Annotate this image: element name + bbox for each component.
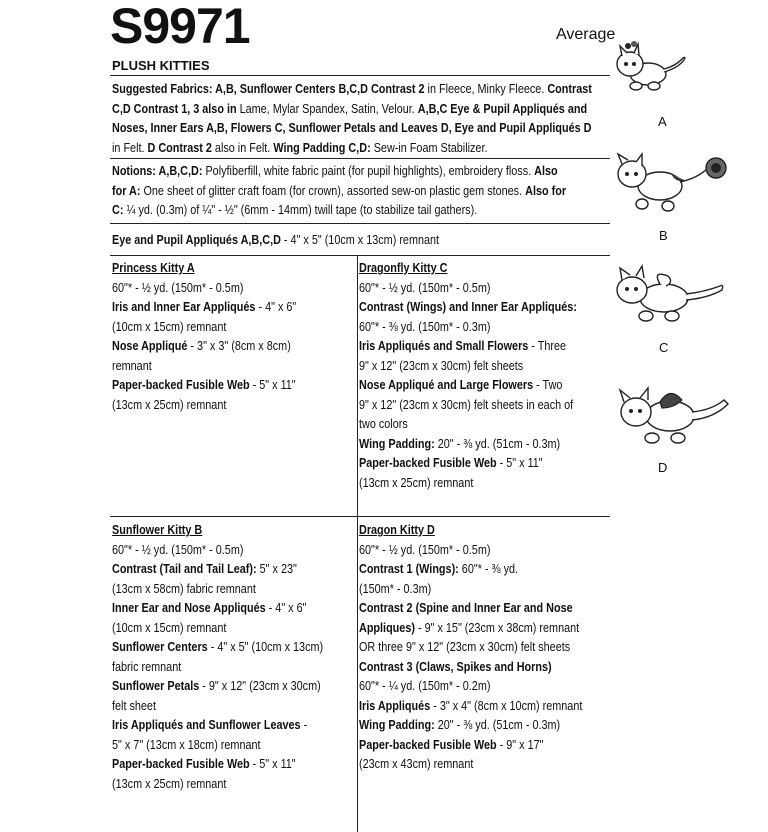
text-line — [359, 318, 577, 338]
text-segment: 5" x 7" (13cm x 18cm) remnant — [112, 737, 261, 752]
text-segment: Polyfiberfill, white fabric paint (for pupil highlights), embroidery floss. — [202, 164, 535, 178]
text-line — [112, 697, 323, 717]
text-segment: Notions: A,B,C,D: — [112, 164, 203, 178]
column-divider — [357, 255, 358, 832]
section-dragonfly-kitty-c — [359, 259, 577, 493]
text-segment: fabric remnant — [112, 659, 182, 674]
text-segment: - 5" x 11" — [249, 378, 296, 392]
text-segment: Wing Padding: — [359, 718, 435, 732]
text-line — [359, 337, 577, 357]
text-segment: Eye and Pupil Appliqués A,B,C,D — [112, 233, 281, 247]
text-segment: (23cm x 43cm) remnant — [359, 757, 474, 771]
text-line — [359, 755, 582, 775]
text-segment: OR three 9" x 12" (23cm x 30cm) felt sheets — [359, 640, 571, 654]
section-dragon-kitty-d — [359, 521, 582, 775]
text-segment: Lame, Mylar Spandex, Satin, Velour. — [236, 101, 418, 116]
text-segment: Contrast 3 (Claws, Spikes and Horns) — [359, 659, 552, 674]
text-segment: 60"* - ½ yd. (150m* - 0.5m) — [359, 280, 491, 295]
row-divider — [110, 516, 610, 517]
text-segment: in Felt. — [112, 140, 148, 155]
text-segment: 60"* - ½ yd. (150m* - 0.5m) — [112, 542, 244, 557]
text-segment: - 4" x 6" — [265, 601, 307, 615]
text-line — [359, 541, 582, 561]
pattern-title: PLUSH KITTIES — [112, 58, 210, 73]
text-line — [112, 337, 296, 357]
text-segment: ¼ yd. (0.3m) of ¼" - ½" (6mm - 14mm) twill tape (to stabilize tail gathers). — [123, 203, 478, 217]
text-segment: 60"* - ½ yd. (150m* - 0.5m) — [359, 542, 491, 557]
dragon-kitty-icon — [616, 380, 734, 452]
sunflower-kitty-icon — [612, 152, 730, 220]
text-segment: Iris Appliqués and Sunflower Leaves — [112, 718, 301, 732]
text-line — [112, 318, 296, 338]
figure-label-a: A — [658, 114, 667, 129]
text-segment: - Two — [533, 378, 563, 392]
text-line — [112, 139, 592, 159]
text-segment: 60"* - ¼ yd. (150m* - 0.2m) — [359, 679, 491, 693]
text-segment: (150m* - 0.3m) — [359, 581, 432, 596]
princess-kitty-icon — [612, 38, 690, 100]
text-segment: Nose Appliqué — [112, 339, 188, 353]
text-line — [112, 201, 566, 221]
text-segment: Contrast (Tail and Tail Leaf): — [112, 562, 257, 576]
text-line — [112, 638, 323, 658]
text-segment: D Contrast 2 — [147, 140, 212, 155]
text-line — [359, 279, 577, 299]
header-rule — [110, 75, 610, 76]
text-segment: (13cm x 25cm) remnant — [112, 776, 227, 791]
text-line — [359, 736, 582, 756]
text-line — [112, 279, 296, 299]
notions — [112, 162, 566, 221]
suggested-fabrics — [112, 80, 592, 158]
text-segment: A,B,C Eye & Pupil Appliqués and — [417, 101, 588, 116]
text-line — [112, 736, 323, 756]
text-line — [359, 716, 582, 736]
section-sunflower-kitty-b — [112, 521, 323, 794]
text-line — [359, 357, 577, 377]
section-heading: Princess Kitty A — [112, 261, 195, 275]
section-heading: Sunflower Kitty B — [112, 523, 203, 537]
text-line — [112, 182, 566, 202]
text-segment: - 4" x 6" — [255, 300, 297, 314]
pattern-number: S9971 — [110, 0, 250, 54]
text-line — [112, 560, 323, 580]
text-segment: (13cm x 25cm) remnant — [359, 475, 474, 490]
text-segment: Sunflower Petals — [112, 679, 200, 693]
text-segment: Contrast 2 (Spine and Inner Ear and Nose — [359, 601, 573, 615]
text-segment: 60"* - ⅜ yd. — [458, 562, 519, 576]
text-line — [359, 638, 582, 658]
fabrics-divider — [110, 158, 610, 159]
text-segment: - 3" x 4" (8cm x 10cm) remnant — [430, 698, 583, 713]
text-segment: 60"* - ½ yd. (150m* - 0.5m) — [112, 280, 244, 295]
text-segment: Also — [534, 164, 558, 178]
text-line — [359, 376, 577, 396]
text-segment: remnant — [112, 358, 152, 373]
text-segment: - 9" x 17" — [496, 737, 544, 752]
text-segment: Noses, Inner Ears A,B, Flowers C, Sunflower Petals and Leaves D, Eye and Pupil Appliqués D — [112, 121, 592, 135]
text-segment: Also for — [525, 183, 567, 198]
text-segment: - 9" x 15" (23cm x 38cm) remnant — [414, 620, 580, 635]
text-segment: Inner Ear and Nose Appliqués — [112, 601, 266, 615]
text-line — [359, 560, 582, 580]
text-segment: 5" x 23" — [256, 562, 297, 576]
text-segment: Sunflower Centers — [112, 640, 208, 654]
text-line — [112, 580, 323, 600]
notions-divider — [110, 223, 610, 224]
text-segment: 20" - ⅜ yd. (51cm - 0.3m) — [434, 718, 561, 732]
text-segment: Contrast 1 (Wings): — [359, 562, 459, 576]
text-line — [359, 599, 582, 619]
text-segment: 9" x 12" (23cm x 30cm) felt sheets — [359, 358, 524, 373]
text-segment: One sheet of glitter craft foam (for crown), assorted sew-on plastic gem stones. — [140, 183, 526, 198]
text-segment: - Three — [528, 339, 567, 353]
text-segment: Nose Appliqué and Large Flowers — [359, 378, 534, 392]
section-heading: Dragon Kitty D — [359, 523, 435, 537]
text-line — [359, 435, 577, 455]
eye-pupil-appliques — [112, 231, 439, 251]
text-segment: for A: — [112, 183, 141, 198]
text-line — [112, 396, 296, 416]
text-segment: Wing Padding: — [359, 436, 435, 451]
text-segment: C,D Contrast 1, 3 also in — [112, 101, 237, 116]
text-segment: 20" - ⅜ yd. (51cm - 0.3m) — [434, 436, 561, 451]
text-line — [359, 658, 582, 678]
text-segment: - 9" x 12" (23cm x 30cm) — [199, 679, 321, 693]
figure-label-d: D — [658, 460, 668, 475]
text-segment: (13cm x 58cm) fabric remnant — [112, 581, 256, 596]
figure-label-b: B — [659, 228, 668, 243]
text-segment: Appliques) — [359, 620, 415, 635]
text-segment: Iris Appliqués — [359, 698, 431, 713]
text-segment: (10cm x 15cm) remnant — [112, 620, 227, 635]
text-segment: C: — [112, 203, 124, 217]
text-segment: also in Felt. — [211, 140, 274, 155]
text-line — [112, 775, 323, 795]
text-segment: Iris and Inner Ear Appliqués — [112, 300, 256, 314]
text-line — [112, 100, 592, 120]
text-line — [112, 677, 323, 697]
text-segment: Paper-backed Fusible Web — [359, 456, 497, 470]
text-segment: - 5" x 11" — [249, 757, 296, 771]
text-segment: - — [300, 718, 308, 732]
text-line — [359, 396, 577, 416]
text-segment: in Fleece, Minky Fleece. — [424, 82, 548, 96]
text-line — [112, 541, 323, 561]
text-line — [112, 298, 296, 318]
text-segment: two colors — [359, 417, 408, 431]
text-line — [112, 376, 296, 396]
text-segment: Contrast — [547, 82, 592, 96]
dragonfly-kitty-icon — [612, 262, 728, 332]
text-segment: Wing Padding C,D: — [273, 140, 371, 155]
text-segment: Contrast (Wings) and Inner Ear Appliqués: — [359, 300, 577, 314]
text-segment: Iris Appliqués and Small Flowers — [359, 339, 529, 353]
text-line — [359, 474, 577, 494]
text-segment: Suggested Fabrics: A,B, Sunflower Centers B,C,D Contrast 2 — [112, 82, 425, 96]
text-segment: felt sheet — [112, 698, 156, 713]
text-line — [112, 599, 323, 619]
text-line — [112, 119, 592, 139]
text-segment: Sew-in Foam Stabilizer. — [370, 140, 488, 155]
difficulty-label: Average — [556, 26, 616, 43]
table-top-rule — [110, 255, 610, 256]
text-segment: 9" x 12" (23cm x 30cm) felt sheets in each of — [359, 397, 574, 412]
text-line — [359, 415, 577, 435]
text-segment: - 5" x 11" — [496, 456, 543, 470]
text-segment: (10cm x 15cm) remnant — [112, 319, 227, 334]
section-princess-kitty-a — [112, 259, 296, 415]
text-line — [359, 298, 577, 318]
text-segment: - 4" x 5" (10cm x 13cm) — [207, 640, 324, 654]
section-heading: Dragonfly Kitty C — [359, 261, 448, 275]
text-line — [359, 619, 582, 639]
text-segment: Paper-backed Fusible Web — [112, 378, 250, 392]
figure-label-c: C — [659, 340, 669, 355]
text-line — [359, 677, 582, 697]
text-segment: 60"* - ⅜ yd. (150m* - 0.3m) — [359, 319, 491, 334]
text-line — [112, 80, 592, 100]
text-line — [112, 162, 566, 182]
text-line — [112, 755, 323, 775]
text-segment: Paper-backed Fusible Web — [359, 737, 497, 752]
text-segment: - 3" x 3" (8cm x 8cm) — [187, 339, 291, 353]
text-segment: Paper-backed Fusible Web — [112, 757, 250, 771]
text-line — [112, 716, 323, 736]
text-line — [112, 658, 323, 678]
text-segment: (13cm x 25cm) remnant — [112, 397, 227, 412]
text-line — [359, 697, 582, 717]
text-line — [112, 619, 323, 639]
text-line — [359, 454, 577, 474]
text-line — [359, 580, 582, 600]
text-line — [112, 357, 296, 377]
text-segment: - 4" x 5" (10cm x 13cm) remnant — [280, 233, 440, 247]
